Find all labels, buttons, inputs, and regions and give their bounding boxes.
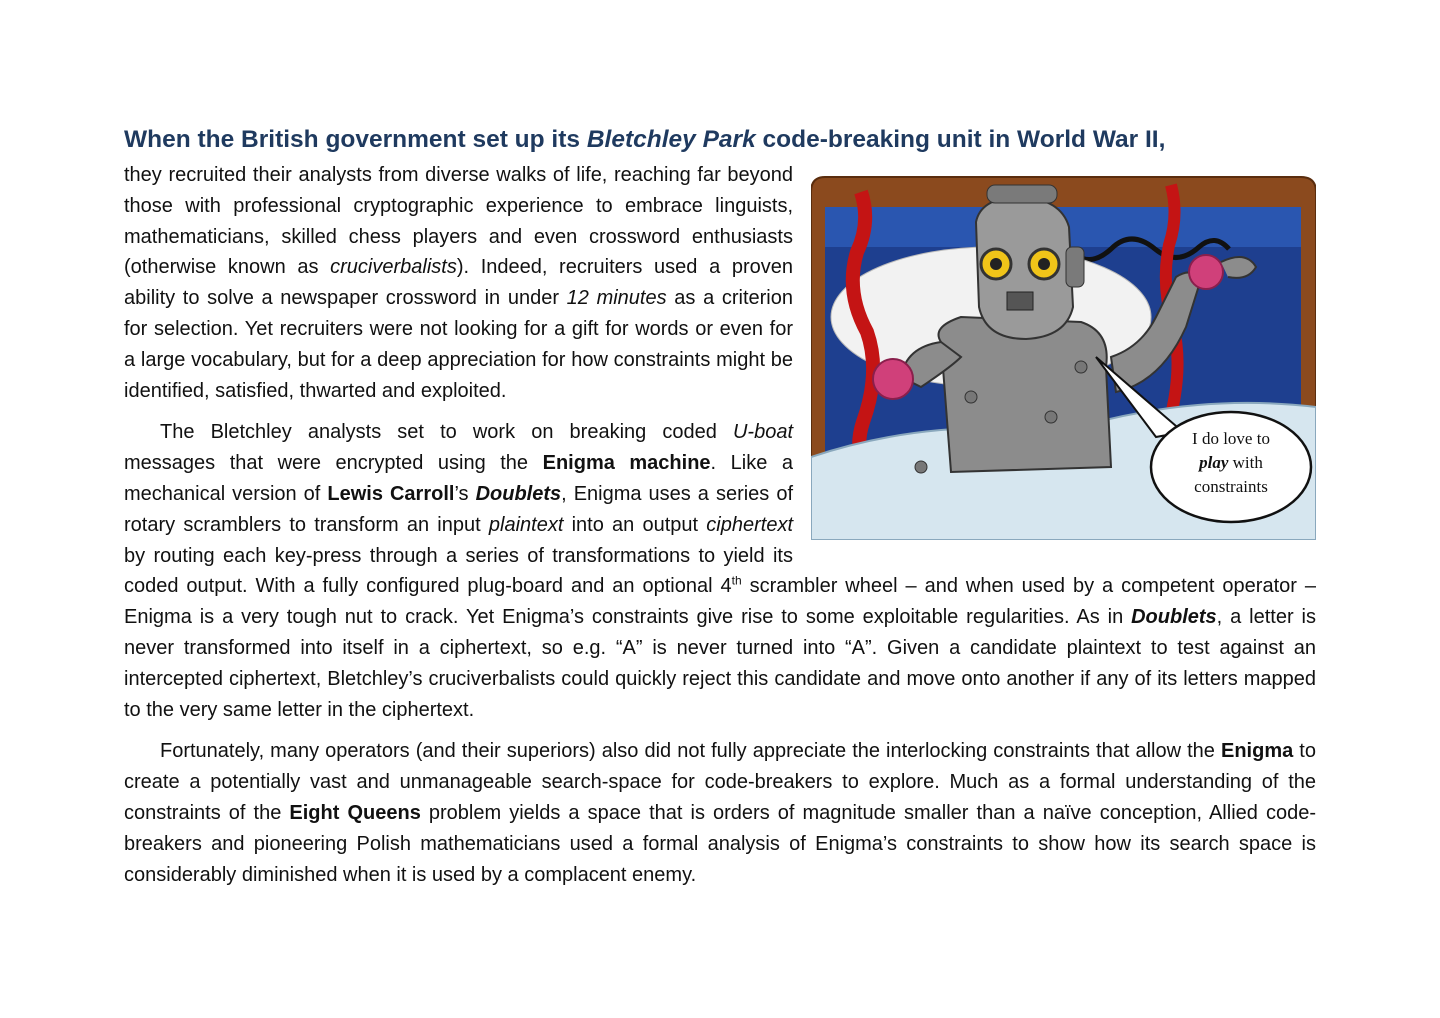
paragraph-2: The Bletchley analysts set to work on breaking coded U-boat messages that were encrypted using the Enigma machine. Like a mechanical version of Lewis Carroll’s Doublets, Enigma uses a series of rotary scramblers to transform an input plaintext into an output ciphertext by routing each key-press through a series of transformations to yield its coded output. With a fully configured plug-board and an optional 4th scrambler wheel – and when used by a competent operator – Enigma is a very tough nut to crack. Yet Enigma’s constraints give rise to some exploitable regularities. As in Doublets, a letter is never transformed into itself in a ciphertext, so e.g. “A” is never turned into “A”. Given a candidate plaintext to test against an intercepted ciphertext, Bletchley’s cruciverbalists could quickly reject this candidate and move onto another if any of its letters mapped to the very same letter in the ciphertext. bbox=[124, 421, 1316, 721]
paragraph-1: I do love to play with constraints they recruited their analysts from diverse walks of life, reaching far beyond those with professional cryptographic experience to embrace linguists, mathematicians, skilled chess players and even crossword enthusiasts (otherwise known as cruciverbalists). Indeed, recruiters used a proven ability to solve a newspaper crossword in under 12 minutes as a criterion for selection. Yet recruiters were not looking for a gift for words or even for a large vocabulary, but for a deep appreciation for how constraints might be identified, satisfied, thwarted and exploited. bbox=[124, 160, 1316, 406]
paragraph-3: Fortunately, many operators (and their superiors) also did not fully appreciate the interlocking constraints that allow the Enigma to create a potentially vast and unmanageable search-space for code-breakers to explore. Much as a formal understanding of the constraints of the Eight Queens problem yields a space that is orders of magnitude smaller than a naïve conception, Allied code-breakers and pioneering Polish mathematicians used a formal analysis of Enigma’s constraints to show how its search space is considerably diminished when it is used by a complacent enemy. bbox=[124, 740, 1316, 886]
bubble-line-2: play with bbox=[1199, 453, 1263, 472]
robot-in-bed-drawing bbox=[811, 167, 1316, 540]
heading-italic: Bletchley Park bbox=[586, 126, 756, 153]
heading-text: When the British government set up its Bletchley Park code-breaking unit in World War II, bbox=[124, 126, 1166, 153]
document-page bbox=[124, 120, 1316, 890]
robot-illustration bbox=[811, 167, 1316, 540]
bubble-line-3: constraints bbox=[1194, 477, 1268, 496]
heading bbox=[124, 120, 1316, 160]
bubble-line-1: I do love to bbox=[1192, 429, 1270, 448]
